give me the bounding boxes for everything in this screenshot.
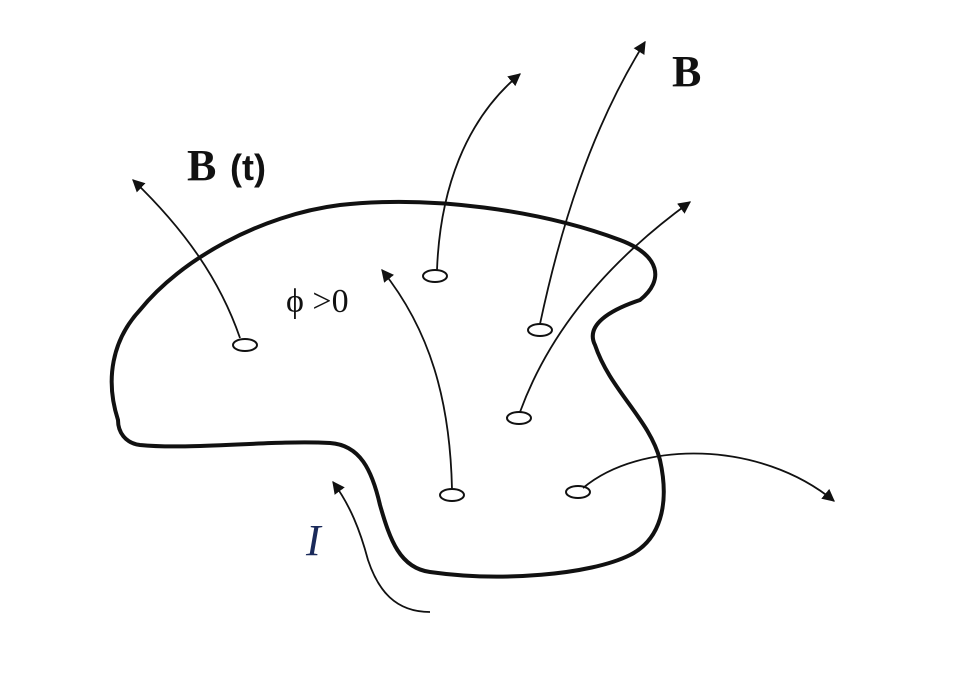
flux-point xyxy=(440,489,464,501)
flux-point xyxy=(566,486,590,498)
flux-point xyxy=(528,324,552,336)
field-line xyxy=(382,270,452,489)
flux-point xyxy=(233,339,257,351)
flux-point xyxy=(507,412,531,424)
circuit-loop xyxy=(112,202,664,577)
field-label: B xyxy=(672,47,702,96)
field-line xyxy=(133,180,240,338)
flux-point xyxy=(423,270,447,282)
field-time-symbol: B xyxy=(187,141,217,190)
field-time-argument: (t) xyxy=(230,147,266,188)
field-line xyxy=(437,74,520,270)
current-label: I xyxy=(306,516,321,565)
field-lines xyxy=(133,42,834,501)
flux-label: ϕ >0 xyxy=(286,283,349,320)
current-arrow xyxy=(333,482,430,612)
field-line xyxy=(540,42,645,324)
field-line xyxy=(583,453,834,501)
